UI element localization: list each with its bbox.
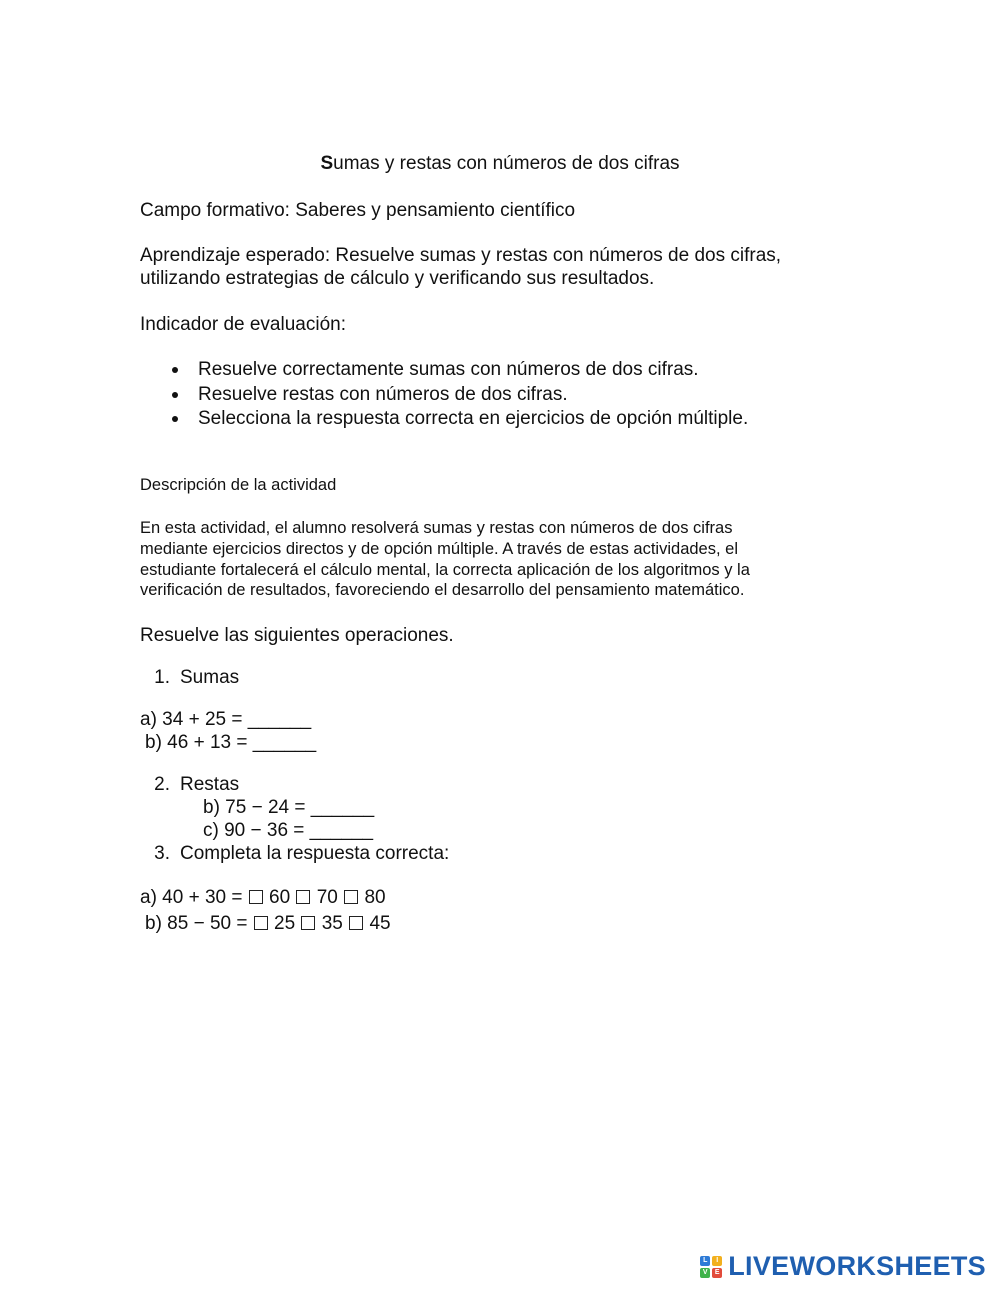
page-title: [0, 152, 1000, 175]
section-label: Completa la respuesta correcta:: [180, 843, 450, 864]
section-label: Restas: [180, 774, 240, 795]
bullet-icon: [172, 416, 178, 422]
logo-text: LIVEWORKSHEETS: [728, 1251, 986, 1281]
list-item: [140, 358, 748, 383]
option-label: 80: [364, 887, 386, 908]
section-number: 3.: [154, 843, 170, 864]
instruccion: Resuelve las siguientes operaciones.: [140, 625, 454, 646]
checkbox[interactable]: [344, 890, 358, 904]
descripcion-heading: Descripción de la actividad: [140, 476, 337, 494]
logo-mark-cell: V: [700, 1268, 710, 1278]
logo-mark-cell: I: [712, 1256, 722, 1266]
descripcion-line: estudiante fortalecerá el cálculo mental, la correcta aplicación de los algoritmos y la: [140, 560, 750, 579]
liveworksheets-logo: [700, 1251, 986, 1282]
logo-mark-cell: L: [700, 1256, 710, 1266]
section-label: Sumas: [180, 667, 240, 688]
title-first-letter: S: [320, 153, 334, 174]
option-label: 35: [321, 913, 343, 934]
aprendizaje-line-1: Aprendizaje esperado: Resuelve sumas y restas con números de dos cifras,: [140, 245, 782, 266]
descripcion-line: En esta actividad, el alumno resolverá sumas y restas con números de dos cifras: [140, 519, 733, 537]
resta-exercise-b: b) 75 − 24 = ______: [203, 797, 375, 818]
list-item: [140, 407, 748, 432]
opcion-exercise-b: [145, 912, 391, 935]
title-rest: umas y restas con números de dos cifras: [333, 153, 680, 174]
section-restas: [140, 773, 239, 796]
checkbox[interactable]: [296, 890, 310, 904]
exercise-prefix: a) 40 + 30 =: [140, 887, 248, 908]
campo-formativo: Campo formativo: Saberes y pensamiento científico: [140, 200, 576, 221]
logo-mark-cell: E: [712, 1268, 722, 1278]
list-item: [140, 383, 748, 408]
opcion-exercise-a: [140, 886, 386, 909]
bullet-text: Resuelve correctamente sumas con números de dos cifras.: [198, 359, 699, 380]
checkbox[interactable]: [254, 916, 268, 930]
bullet-text: Resuelve restas con números de dos cifras.: [198, 383, 568, 405]
logo-mark-icon: [700, 1256, 722, 1278]
section-completa: [140, 842, 449, 865]
descripcion-text: [140, 518, 820, 601]
descripcion-line: mediante ejercicios directos y de opción múltiple. A través de estas actividades, el: [140, 539, 738, 558]
indicador-list: [140, 358, 748, 432]
bullet-text: Selecciona la respuesta correcta en ejercicios de opción múltiple.: [198, 408, 749, 429]
exercise-prefix: b) 85 − 50 =: [145, 913, 253, 934]
option-label: 25: [274, 913, 296, 934]
descripcion-line: verificación de resultados, favoreciendo el desarrollo del pensamiento matemático.: [140, 581, 745, 600]
checkbox[interactable]: [301, 916, 315, 930]
indicador-heading: Indicador de evaluación:: [140, 314, 346, 335]
checkbox[interactable]: [349, 916, 363, 930]
option-label: 70: [316, 887, 338, 908]
section-number: 1.: [154, 667, 170, 688]
aprendizaje-line-2: utilizando estrategias de cálculo y verificando sus resultados.: [140, 268, 655, 289]
option-label: 60: [269, 887, 291, 908]
section-sumas: [140, 666, 239, 689]
resta-exercise-c: c) 90 − 36 = ______: [203, 820, 374, 841]
section-number: 2.: [154, 774, 170, 795]
suma-exercise-b: b) 46 + 13 = ______: [145, 732, 317, 753]
suma-exercise-a: a) 34 + 25 = ______: [140, 709, 312, 730]
checkbox[interactable]: [249, 890, 263, 904]
option-label: 45: [369, 913, 391, 934]
bullet-icon: [172, 367, 178, 373]
bullet-icon: [172, 392, 178, 398]
